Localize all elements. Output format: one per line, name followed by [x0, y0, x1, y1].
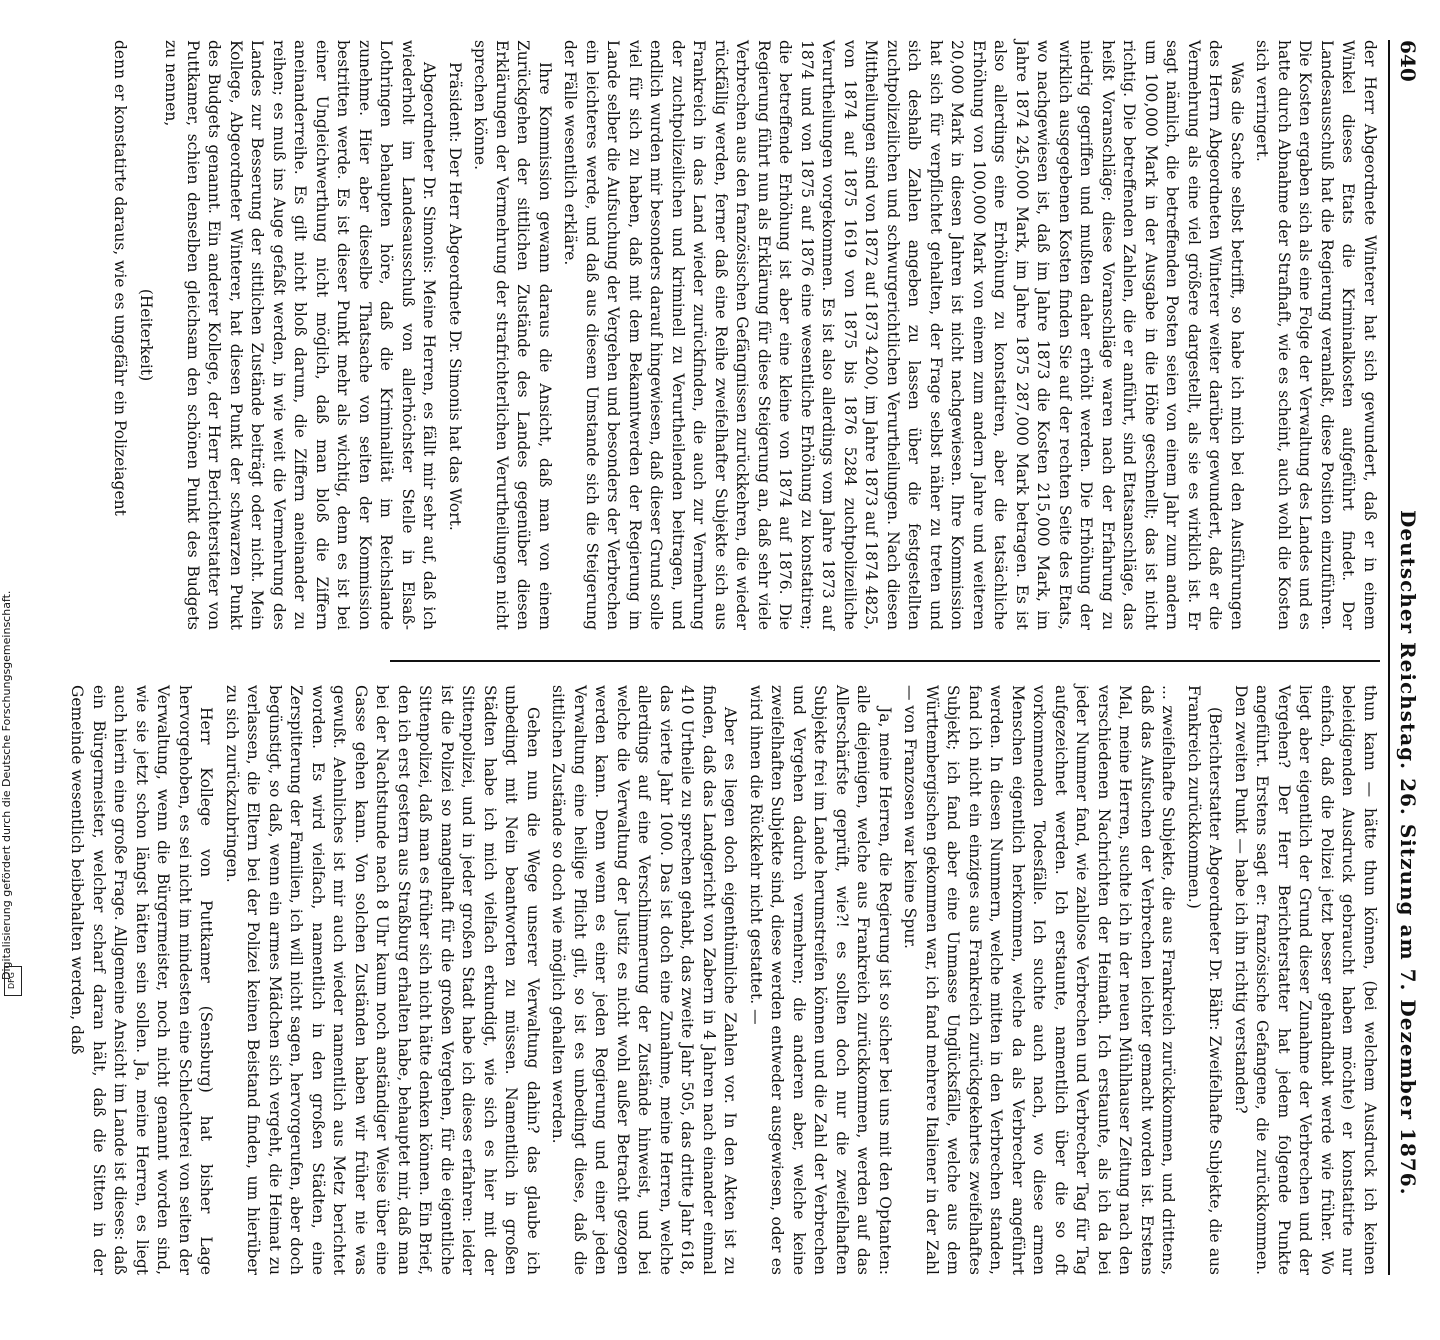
- column-divider: [390, 660, 1380, 662]
- running-title: Deutscher Reichstag. 26. Sitzung am 7. Dezember 1876.: [1396, 510, 1420, 1196]
- paragraph: Präsident: Der Herr Abgeordnete Dr. Simonis hat das Wort.: [446, 62, 464, 531]
- page-number: 640: [1396, 40, 1420, 82]
- interjection: (Berichterstatter Abgeordneter Dr. Bähr: Zweifelhafte Subjekte, die aus Frankreich zurückkommen.): [1185, 685, 1225, 1275]
- interjection: (Heiterkeit): [137, 288, 155, 382]
- page-header: [1388, 40, 1420, 1275]
- dfg-logo: DFG: [4, 966, 22, 996]
- paragraph: Aber es liegen doch eigenthümliche Zahlen vor. In den Akten ist zu finden, daß das Landgericht von Zabern in 4 Jahren nach einander einmal 410 Urtheile zu sprechen gehabt, das zweite Jahr 505, das dritte Jahr 618, das vierte Jahr 1000. Das ist doch eine Zunahme, meine Herren, welche allerdings auf eine Verschlimmerung der Zustände hinweist, und bei welche die Verwaltung der Justiz es nicht wohl außer Betracht gezogen werden kann. Denn wenn es einer jeden Regierung und einer jeden Verwaltung eine heilige Pflicht gilt, so ist es unbedingt diese, daß die sittlichen Zustände so doch wie möglich gehalten werden.: [549, 685, 740, 1275]
- paragraph: Was die Sache selbst betrifft, so habe ich mich bei den Ausführungen des Herrn Abgeordneten Winterer weiter darüber gewundert, daß er die Vermehrung als eine viel größere dargestellt, als sie es wirklich ist. Er sagt nämlich, die betreffenden Posten seien von einem Jahr zum andern um 100,000 Mark in der Ausgabe in die Höhe geschnellt; das ist nicht richtig. Die betreffenden Zahlen, die er anführt, sind Etatsanschläge, das heißt Voranschläge; diese Voranschläge waren nach der Erfahrung zu niedrig gegriffen und mußten daher erhöht werden. Die Erhöhung der wirklich ausgegebenen Kosten finden Sie auf der rechten Seite des Etats, wo nachgewiesen ist, daß im Jahre 1873 die Kosten 215,000 Mark, im Jahre 1874 245,000 Mark, im Jahre 1875 287,000 Mark betragen. Es ist also allerdings eine Erhöhung zu konstatiren, aber die tatsächliche Erhöhung von 100,000 Mark von einem zum andern Jahre und weiteren 20,000 Mark in diesen Jahren ist nicht nachgewiesen. Ihre Kommission hat sich für verpflichtet gehalten, der Frage selbst näher zu treten und sich deshalb Zahlen angeben zu lassen über die festgestellten zuchtpolizeilichen und schwurgerichtlichen Verurtheilungen. Nach diesen Mittheilungen sind von 1872 auf 1873 4200, im Jahre 1873 auf 1874 4825, von 1874 auf 1875 1619 von 1875 bis 1876 5284 zuchtpolizeiliche Verurtheilungen vorgekommen. Es ist also allerdings vom Jahre 1873 auf 1874 und von 1875 auf 1876 eine wesentliche Erhöhung zu konstatiren; die betreffende Erhöhung ist aber eine kleine von 1874 auf 1876. Die Regierung führt nun als Erklärung für diese Steigerung an, daß sehr viele Verbrechen aus den französischen Gefängnissen zurückkehren, die wieder rückfällig werden, ferner daß eine Reihe zweifelhafter Subjekte sich aus Frankreich in das Land wieder zurückfinden, die auch zur Vermehrung der zuchtpolizeilichen und kriminell zu Verurtheilenden beitragen, und endlich wurden mir besonders darauf hingewiesen, daß dieser Grund solle viel für sich zu haben, daß mit dem Bekanntwerden der Regierung im Lande selber die Aufsuchung der Vergehen und besonders der Verbrechen ein leichteres werde, und daß aus diesem Umstande sich die Steigerung der Fälle wesentlich erkläre.: [561, 40, 1246, 630]
- page-content: [68, 40, 1420, 1275]
- paragraph: Gehen nun die Wege unserer Verwaltung dahin? das glaube ich unbedingt mit Nein beantworten zu müssen. Namentlich in großen Städten habe ich mich vielfach erkundigt, wie sich es hier mit der Sittenpolizei, und in jeder großen Stadt habe ich dieses erfahren: leider ist die Polizei so mangelhaft für die großen Vergehen, für die eigentliche Sittenpolizei, daß man es früher sich nicht hätte denken können. Ein Brief, den ich erst gestern aus Straßburg erhalten habe, behauptet mir, daß man bei der Nachtstunde nach 8 Uhr kaum noch anständiger Weise über eine Gasse gehen kann. Von solchen Zuständen haben wir früher nie was gewußt. Aehnliches ist mir auch wieder namentlich aus Metz berichtet worden. Es wird vielfach, namentlich in den großen Städten, eine Zerspitterung der Familien, ich will nicht sagen, hervorgerufen, aber doch begünstigt, so daß, wenn ein armes Mädchen sich vergeht, die Heimat zu verlassen, die Eltern bei der Polizei keinen Beistand finden, um hierüber zu sich zurückzubringen.: [223, 685, 542, 1275]
- paragraph: ... zweifelhafte Subjekte, die aus Frankreich zurückkommen, und drittens, daß das Aufsuchen der Verbrechen leichter gemacht worden ist. Erstens Mal, meine Herren, suchte ich in der neuen Mühlhauser Zeitung nach den verschiedenen Nachrichten der Heimath. Ich erstaunte, als ich da bei jeder Nummer fand, wie zahllose Verbrechen und Verbrecher Tag für Tag aufgezeichnet werden. Ich erstaunte, namentlich über die so oft vorkommenden Todesfälle. Ich suchte auch nach, wo diese armen Menschen eigentlich herkommen, welche da als Verbrecher angeführt werden. In diesen Nummern, welche mitten in den Verbrechen standen, fand ich nicht ein einziges aus Frankreich zurückgekehrtes zweifelhaftes Subjekt; ich fand aber eine Unmasse Unglücksfälle, welche aus dem Württembergischen gekommen war, ich fand mehrere Italiener in der Zahl — von Franzosen war keine Spur.: [901, 685, 1178, 1275]
- left-column: [111, 40, 1380, 630]
- paragraph: der Herr Abgeordnete Winterer hat sich gewundert, daß er in einem Winkel dieses Etats die Kriminalkosten aufgeführt findet. Der Landesausschuß hat die Regierung veranlaßt, diese Position einzuführen. Die Kosten ergaben sich als eine Folge der Verwaltung des Landes und es hatte durch Abnahme der Strafhaft, wie es scheint, auch wohl die Kosten sich verringert.: [1253, 40, 1379, 630]
- scanned-page: [68, 0, 1440, 1340]
- paragraph: Ihre Kommission gewann daraus die Ansicht, daß man von einem Zurückgehen der sittlichen Zustände des Landes gegenüber diesen Erklärungen der Vermehrung der strafrichterlichen Verurtheilungen nicht sprechen könne.: [471, 40, 554, 630]
- paragraph: denn er konstatirte daraus, wie es ungefähr ein Polizeiagent: [111, 40, 130, 516]
- paragraph: Abgeordneter Dr. Simonis: Meine Herren, es fällt mir sehr auf, daß ich wiederholt im Landesausschuß von allerhöchster Stelle in Elsaß-Lothringen behaupten höre, daß die Kriminalität im Reichslande zunehme. Hier aber dieselbe Thatsache von seiten der Kommission bestritten werde. Es ist dieser Punkt mehr als wichtig, denn es ist bei einer Ungleichwerthung nicht möglich, daß man bloß die Ziffern aneinanderreihe. Es gilt nicht bloß darum, die Ziffern aneinander zu reihen; es muß ins Auge gefaßt werden, in wie weit die Vermehrung des Landes zur Besserung der sittlichen Zustände beiträgt oder nicht. Mein Kollege, Abgeordneter Winterer, hat diesen Punkt der schwarzen Punkt des Budgets genannt. Ein anderer Kollege, der Herr Berichterstatter von Puttkamer, schien denselben gleichsam den schönen Punkt des Budgets zu nennen,: [162, 40, 439, 630]
- paragraph: Herr Kollege von Puttkamer (Sensburg) hat bisher Lage hervorgehoben, es sei nicht im mindesten eine Schlechterei von seiten der Verwaltung, wenn die Bürgermeister, noch nicht genannt worden sind, wie sie jetzt schon längst hätten sein sollen. Ja, meine Herren, es liegt auch hierin eine große Frage. Allgemeine Ansicht im Lande ist dieses: daß ein Bürgermeister, welcher scharf daran hält, daß die Sitten in der Gemeinde wesentlich beibehalten werden, daß: [68, 685, 216, 1275]
- paragraph: Ja, meine Herren, die Regierung ist so sicher bei uns mit den Optanten: alle diejenigen, welche aus Frankreich zurückkommen, werden auf das Allerschärfste geprüft, wie?! es sollten doch nur die zweifelhaften Subjekte frei im Lande herumstreifen können und die Zahl der Verbrechen und Vergehen dadurch vermehren; die anderen aber, welche keine zweifelhaften Subjekte sind, diese werden entweder ausgewiesen, oder es wird ihnen die Rückkehr nicht gestattet. —: [747, 685, 894, 1275]
- paragraph: thun kann — hätte thun können, (bei welchem Ausdruck ich keinen beleidigenden Ausdruck gebraucht haben möchte) er konstatirte nur einfach, daß die Polizei jetzt besser gehandhabt werde wie früher. Wo liegt aber eigentlich der Grund dieser Zunahme der Verbrechen und der Vergehen? Der Herr Berichterstatter hat jedem folgende Punkte angeführt. Erstens sagt er: französische Gefangene, die zurückkommen. Den zweiten Punkt — habe ich ihn richtig verstanden?: [1232, 685, 1379, 1275]
- right-column: [68, 685, 1380, 1275]
- funding-notice: Digitalisierung gefördert durch die Deutsche Forschungsgemeinschaft.: [0, 590, 13, 980]
- footer-strip: [0, 0, 24, 1000]
